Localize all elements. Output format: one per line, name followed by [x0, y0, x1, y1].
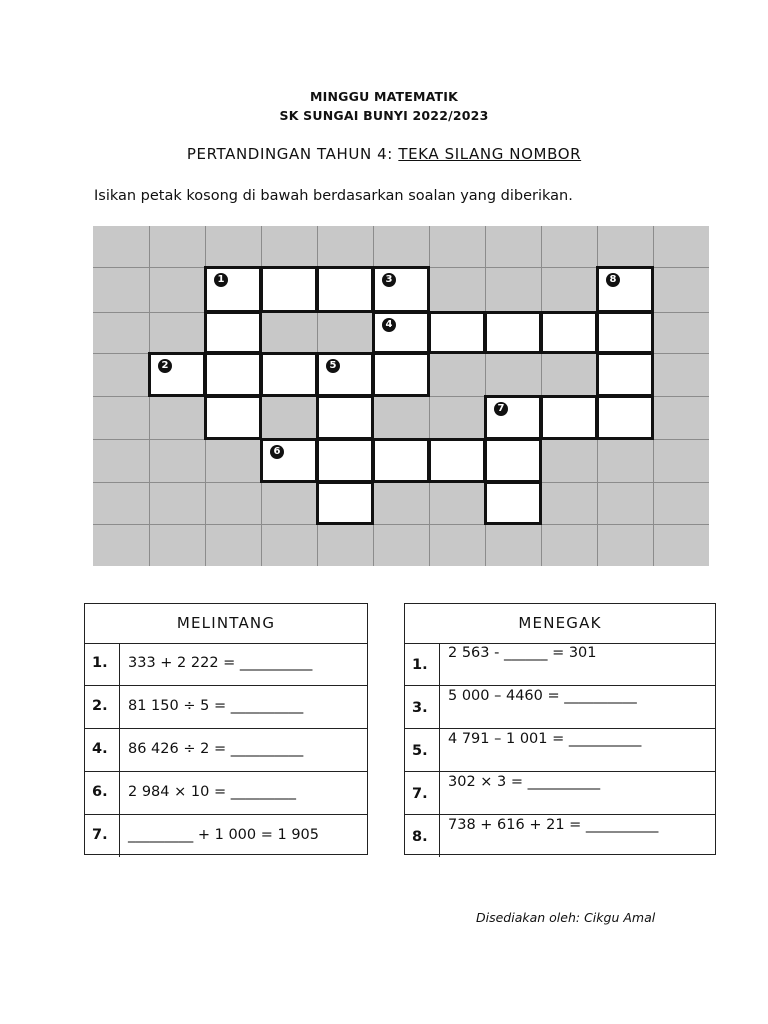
crossword-cell[interactable] — [204, 352, 262, 397]
clue-text: 302 × 3 = __________ — [448, 774, 601, 790]
across-title: MELINTANG — [85, 604, 367, 644]
clue-text: 86 426 ÷ 2 = __________ — [128, 741, 304, 757]
crossword-cell[interactable] — [372, 352, 430, 397]
clue-number: 3. — [412, 700, 428, 716]
crossword-cell[interactable] — [596, 395, 654, 440]
crossword-cell[interactable] — [316, 266, 374, 313]
crossword-cell[interactable] — [428, 311, 486, 354]
crossword-cell[interactable] — [484, 395, 542, 440]
crossword-cell[interactable] — [316, 352, 374, 397]
crossword-cell[interactable] — [372, 311, 430, 354]
down-clues-table — [404, 603, 716, 855]
crossword-cell[interactable] — [484, 311, 542, 354]
clue-row — [85, 815, 367, 857]
competition-title: TEKA SILANG NOMBOR — [398, 145, 582, 163]
clue-number: 1. — [412, 657, 428, 673]
clue-text: 2 563 - ______ = 301 — [448, 645, 597, 661]
clue-row — [85, 686, 367, 729]
clue-text: 738 + 616 + 21 = __________ — [448, 817, 659, 833]
clue-text: _________ + 1 000 = 1 905 — [128, 827, 320, 843]
crossword-cell[interactable] — [596, 266, 654, 313]
clue-number-badge: 3 — [382, 273, 396, 287]
event-title: MINGGU MATEMATIK — [310, 89, 458, 104]
crossword-cell[interactable] — [204, 266, 262, 313]
crossword-cell[interactable] — [596, 352, 654, 397]
clue-number-badge: 4 — [382, 318, 396, 332]
crossword-cell[interactable] — [260, 352, 318, 397]
crossword-grid — [93, 226, 709, 566]
clue-number: 2. — [92, 698, 108, 714]
crossword-cell[interactable] — [204, 311, 262, 354]
instruction-text: Isikan petak kosong di bawah berdasarkan soalan yang diberikan. — [94, 188, 573, 204]
clue-number-badge: 6 — [270, 445, 284, 459]
crossword-cell[interactable] — [260, 438, 318, 483]
clue-number-badge: 1 — [214, 273, 228, 287]
crossword-cell[interactable] — [540, 395, 598, 440]
clue-text: 2 984 × 10 = _________ — [128, 784, 296, 800]
competition-heading — [0, 145, 768, 163]
clue-number-badge: 5 — [326, 359, 340, 373]
clue-number: 7. — [412, 786, 428, 802]
crossword-cell[interactable] — [316, 481, 374, 525]
clue-number-badge: 7 — [494, 402, 508, 416]
across-clues-table — [84, 603, 368, 855]
clue-row — [405, 772, 715, 815]
clue-number-badge: 8 — [606, 273, 620, 287]
clue-text: 5 000 – 4460 = __________ — [448, 688, 637, 704]
clue-row — [85, 643, 367, 686]
clue-text: 81 150 ÷ 5 = __________ — [128, 698, 304, 714]
clue-row — [405, 729, 715, 772]
clue-row — [85, 772, 367, 815]
clue-text: 4 791 – 1 001 = __________ — [448, 731, 642, 747]
clue-text: 333 + 2 222 = __________ — [128, 655, 313, 671]
clue-number: 6. — [92, 784, 108, 800]
crossword-cell[interactable] — [316, 438, 374, 483]
crossword-cell[interactable] — [204, 395, 262, 440]
grid-line — [93, 524, 709, 525]
clue-number: 4. — [92, 741, 108, 757]
clue-row — [85, 729, 367, 772]
competition-prefix: PERTANDINGAN TAHUN 4: — [186, 145, 399, 163]
crossword-cell[interactable] — [596, 311, 654, 354]
clue-number: 8. — [412, 829, 428, 845]
crossword-cell[interactable] — [372, 438, 430, 483]
crossword-cell[interactable] — [484, 438, 542, 483]
down-title: MENEGAK — [405, 604, 715, 644]
clue-row — [405, 815, 715, 857]
clue-row — [405, 686, 715, 729]
crossword-cell[interactable] — [540, 311, 598, 354]
clue-number: 5. — [412, 743, 428, 759]
clue-number: 7. — [92, 827, 108, 843]
clue-row — [405, 643, 715, 686]
author-credit: Disediakan oleh: Cikgu Amal — [476, 910, 656, 925]
crossword-cell[interactable] — [484, 481, 542, 525]
crossword-cell[interactable] — [372, 266, 430, 313]
crossword-cell[interactable] — [148, 352, 206, 397]
crossword-cell[interactable] — [260, 266, 318, 313]
school-title: SK SUNGAI BUNYI 2022/2023 — [279, 108, 489, 123]
clue-number-badge: 2 — [158, 359, 172, 373]
clue-number: 1. — [92, 655, 108, 671]
crossword-cell[interactable] — [428, 438, 486, 483]
crossword-cell[interactable] — [316, 395, 374, 440]
